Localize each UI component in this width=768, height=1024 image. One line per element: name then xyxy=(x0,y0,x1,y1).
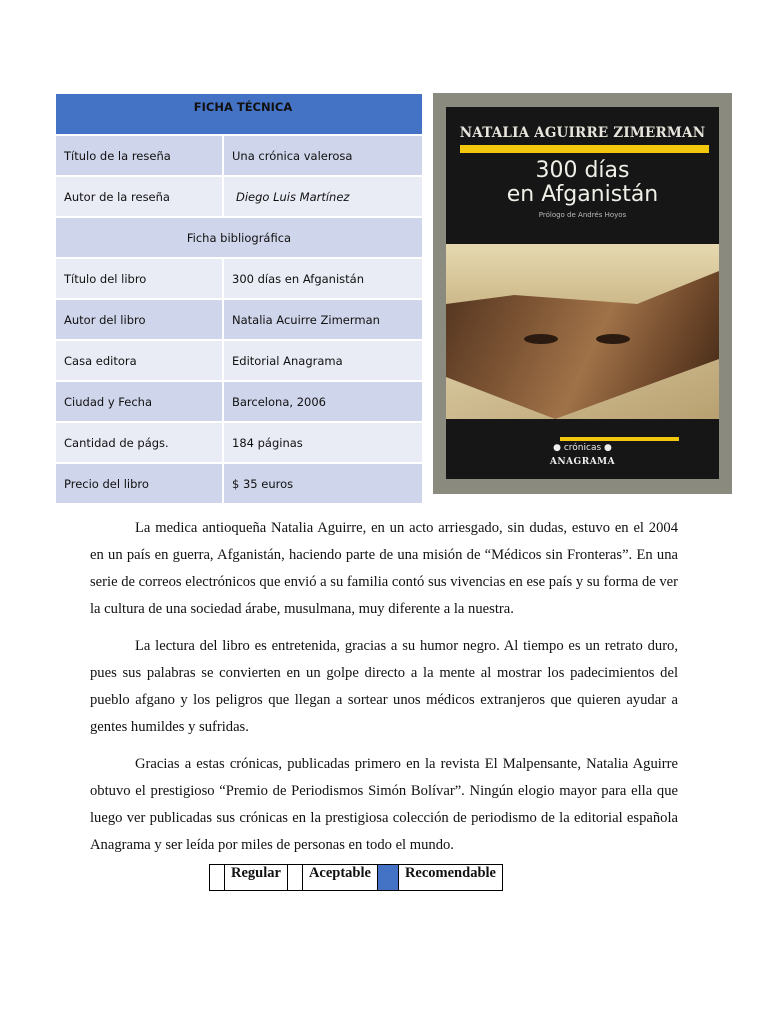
rating-regular-checkbox[interactable] xyxy=(210,865,225,891)
rating-table xyxy=(209,864,503,891)
ciudad-fecha-value: Barcelona, 2006 xyxy=(223,381,422,422)
cover-title-line2: en Afganistán xyxy=(506,182,659,207)
paginas-label: Cantidad de págs. xyxy=(56,422,223,463)
cover-cloth xyxy=(446,359,719,419)
cover-prologue: Prólogo de Andrés Hoyos xyxy=(538,211,627,219)
titulo-resena-value: Una crónica valerosa xyxy=(223,135,422,176)
cover-series: ● crónicas ● xyxy=(553,443,612,453)
book-cover-image xyxy=(433,93,732,494)
cover-eye-right xyxy=(596,334,630,344)
review-paragraph-3: Gracias a estas crónicas, publicadas primero en la revista El Malpensante, Natalia Aguirre obtuvo el prestigioso “Premio de Periodismos Simón Bolívar”. Ningún elogio mayor para ella que luego ver publicadas sus crónicas en la prestigiosa colección de periodismo de la editorial española Anagrama y ser leída por miles de personas en todo el mundo. xyxy=(90,756,678,853)
ciudad-fecha-label: Ciudad y Fecha xyxy=(56,381,223,422)
precio-label: Precio del libro xyxy=(56,463,223,504)
cover-author: NATALIA AGUIRRE ZIMERMAN xyxy=(459,125,706,141)
autor-libro-label: Autor del libro xyxy=(56,299,223,340)
rating-aceptable-label: Aceptable xyxy=(302,865,377,891)
editora-value: Editorial Anagrama xyxy=(223,340,422,381)
review-paragraph-1: La medica antioqueña Natalia Aguirre, en un acto arriesgado, sin dudas, estuvo en el 2004 en un país en guerra, Afganistán, haciendo parte de una misión de “Médicos sin Fronteras”. En una serie de correos electrónicos que envió a su familia contó sus vivencias en ese país y su forma de ver la cultura de una sociedad árabe, musulmana, muy diferente a la nuestra. xyxy=(90,520,679,617)
autor-resena-label: Autor de la reseña xyxy=(56,176,223,217)
paginas-value: 184 páginas xyxy=(223,422,422,463)
rating-recomendable-checkbox-selected[interactable] xyxy=(377,865,398,891)
cover-eye-left xyxy=(524,334,558,344)
cover-veil xyxy=(446,244,719,304)
autor-libro-value: Natalia Acuirre Zimerman xyxy=(223,299,422,340)
book-cover-inner xyxy=(446,107,719,479)
review-paragraph-2: La lectura del libro es entretenida, gracias a su humor negro. Al tiempo es un retrato duro, pues sus palabras se convierten en un golpe directo a la mente al mostrar los padecimientos del pueblo afgano y los peligros que llegan a sortear unos médicos extranjeros que quieren ayudar a gentes humildes y sufridas. xyxy=(90,638,678,735)
autor-resena-value: Diego Luis Martínez xyxy=(223,176,422,217)
rating-aceptable-checkbox[interactable] xyxy=(287,865,302,891)
cover-series-bar xyxy=(560,437,679,441)
review-body xyxy=(90,515,678,869)
cover-publisher: ANAGRAMA xyxy=(549,457,616,467)
ficha-tecnica-table xyxy=(56,94,422,505)
cover-title-line1: 300 días xyxy=(535,158,630,183)
cover-title xyxy=(446,159,719,207)
titulo-libro-value: 300 días en Afganistán xyxy=(223,258,422,299)
titulo-libro-label: Título del libro xyxy=(56,258,223,299)
ficha-bibliografica-subheader: Ficha bibliográfica xyxy=(56,217,422,258)
editora-label: Casa editora xyxy=(56,340,223,381)
titulo-resena-label: Título de la reseña xyxy=(56,135,223,176)
precio-value: $ 35 euros xyxy=(223,463,422,504)
ficha-header: FICHA TÉCNICA xyxy=(56,94,422,135)
cover-yellow-bar xyxy=(460,145,709,153)
rating-recomendable-label: Recomendable xyxy=(398,865,502,891)
rating-regular-label: Regular xyxy=(225,865,288,891)
cover-photo-face xyxy=(446,244,719,419)
